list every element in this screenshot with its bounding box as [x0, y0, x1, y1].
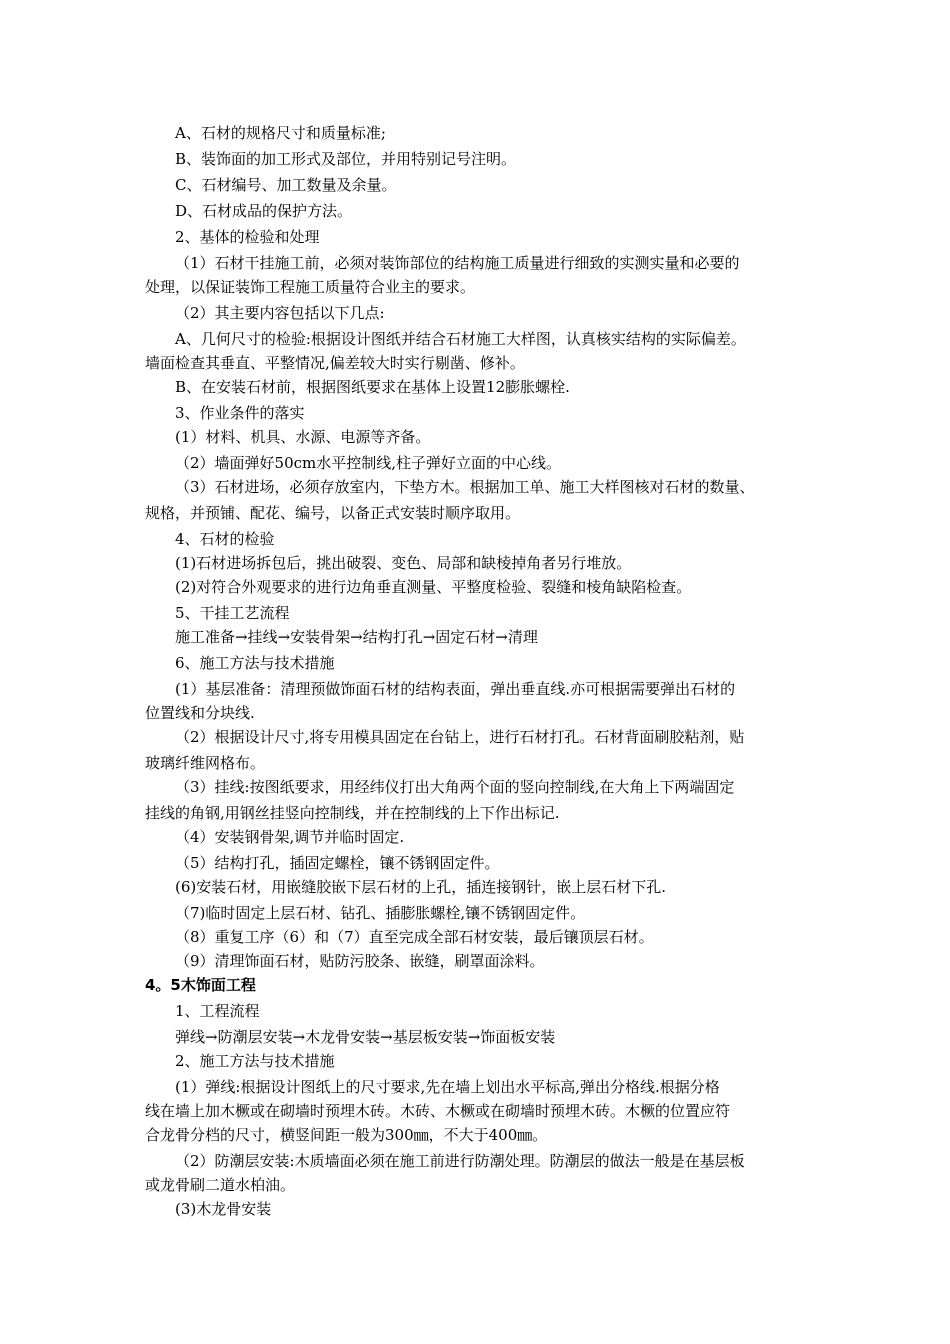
text-line: （9）清理饰面石材，贴防污胶条、嵌缝，刷罩面涂料。 — [175, 952, 545, 970]
text-line: (1）材料、机具、水源、电源等齐备。 — [175, 428, 431, 446]
text-line: （8）重复工序（6）和（7）直至完成全部石材安装，最后镶顶层石材。 — [175, 928, 654, 946]
text-line: （3）石材进场，必须存放室内，下垫方木。根据加工单、施工大样图核对石材的数量、 — [175, 478, 755, 496]
text-line: (1）基层准备：清理预做饰面石材的结构表面，弹出垂直线.亦可根据需要弹出石材的 — [175, 680, 736, 698]
text-line: A、几何尺寸的检验:根据设计图纸并结合石材施工大样图，认真核实结构的实际偏差。 — [175, 330, 746, 348]
section-heading: (3)木龙骨安装 — [175, 1200, 272, 1218]
text-line: 合龙骨分档的尺寸，横竖间距一般为300㎜，不大于400㎜。 — [145, 1126, 548, 1144]
text-line: （2）防潮层安装:木质墙面必须在施工前进行防潮处理。防潮层的做法一般是在基层板 — [175, 1152, 745, 1170]
text-line: （2）墙面弹好50cm水平控制线,柱子弹好立面的中心线。 — [175, 454, 562, 472]
text-line: （2）其主要内容包括以下几点: — [175, 304, 385, 322]
section-heading: 6、施工方法与技术措施 — [175, 654, 335, 672]
text-line: (6)安装石材，用嵌缝胶嵌下层石材的上孔，插连接钢针，嵌上层石材下孔. — [175, 878, 667, 896]
text-line: (1)石材进场拆包后，挑出破裂、变色、局部和缺棱掉角者另行堆放。 — [175, 554, 632, 572]
text-line: 规格，并预铺、配花、编号，以备正式安装时顺序取用。 — [145, 504, 521, 522]
section-heading: 2、施工方法与技术措施 — [175, 1052, 335, 1070]
text-line: （1）石材干挂施工前，必须对装饰部位的结构施工质量进行细致的实测实量和必要的 — [175, 254, 740, 272]
text-line: A、石材的规格尺寸和质量标准; — [175, 124, 386, 142]
process-flow: 弹线→防潮层安装→木龙骨安装→基层板安装→饰面板安装 — [175, 1028, 556, 1046]
section-heading: 2、基体的检验和处理 — [175, 228, 320, 246]
process-flow: 施工准备→挂线→安装骨架→结构打孔→固定石材→清理 — [175, 628, 538, 646]
text-line: 位置线和分块线. — [145, 704, 255, 722]
section-heading: 3、作业条件的落实 — [175, 404, 305, 422]
text-line: （7)临时固定上层石材、钻孔、插膨胀螺栓,镶不锈钢固定件。 — [175, 904, 586, 922]
text-line: 线在墙上加木橛或在砌墙时预埋木砖。木砖、木橛或在砌墙时预埋木砖。木橛的位置应符 — [145, 1102, 731, 1120]
section-heading: 1、工程流程 — [175, 1002, 260, 1020]
text-line: （2）根据设计尺寸,将专用模具固定在台钻上，进行石材打孔。石材背面刷胶粘剂，贴 — [175, 728, 745, 746]
text-line: 玻璃纤维网格布。 — [145, 754, 266, 772]
text-line: B、装饰面的加工形式及部位，并用特别记号注明。 — [175, 150, 517, 168]
text-line: 挂线的角钢,用钢丝挂竖向控制线，并在控制线的上下作出标记. — [145, 804, 560, 822]
text-line: 或龙骨刷二道水柏油。 — [145, 1176, 296, 1194]
text-line: 处理，以保证装饰工程施工质量符合业主的要求。 — [145, 278, 476, 296]
text-line: D、石材成品的保护方法。 — [175, 202, 353, 220]
text-line: B、在安装石材前，根据图纸要求在基体上设置12膨胀螺栓. — [175, 378, 570, 396]
text-line: (2)对符合外观要求的进行边角垂直测量、平整度检验、裂缝和棱角缺陷检查。 — [175, 578, 692, 596]
chapter-heading: 4。5木饰面工程 — [145, 976, 256, 994]
text-line: C、石材编号、加工数量及余量。 — [175, 176, 397, 194]
section-heading: 5、干挂工艺流程 — [175, 604, 290, 622]
text-line: 墙面检查其垂直、平整情况,偏差较大时实行剔凿、修补。 — [145, 354, 525, 372]
section-heading: 4、石材的检验 — [175, 530, 275, 548]
text-line: (1）弹线:根据设计图纸上的尺寸要求,先在墙上划出水平标高,弹出分格线.根据分格 — [175, 1078, 720, 1096]
text-line: （3）挂线:按图纸要求，用经纬仪打出大角两个面的竖向控制线,在大角上下两端固定 — [175, 778, 735, 796]
text-line: （4）安装钢骨架,调节并临时固定. — [175, 828, 405, 846]
text-line: （5）结构打孔，插固定螺栓，镶不锈钢固定件。 — [175, 854, 500, 872]
